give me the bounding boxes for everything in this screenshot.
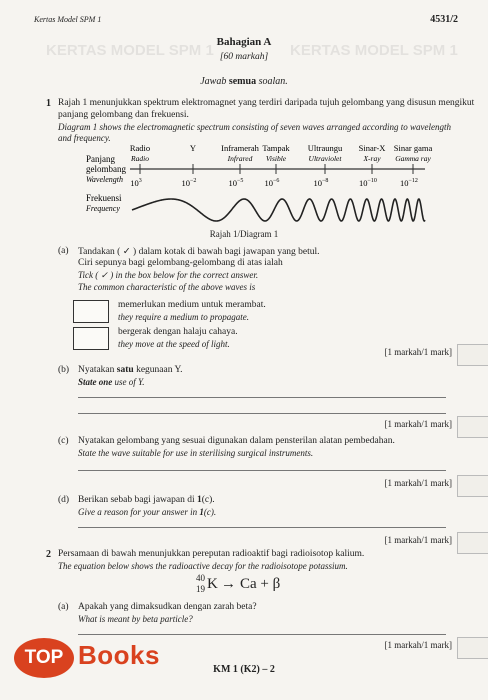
wave-name-en: Visible bbox=[265, 154, 287, 163]
em-spectrum-diagram bbox=[0, 140, 488, 235]
answer-line[interactable] bbox=[78, 470, 446, 471]
answer-line[interactable] bbox=[78, 527, 446, 528]
wave-name-en: X-ray bbox=[363, 154, 381, 163]
marks-label: [1 markah/1 mark] bbox=[384, 478, 452, 488]
marks-label: [1 markah/1 mark] bbox=[384, 640, 452, 650]
wave-name: Ultraungu bbox=[307, 143, 343, 153]
part-label: (d) bbox=[58, 495, 70, 505]
option-text: memerlukan medium untuk merambat. bbox=[118, 300, 266, 310]
topbooks-logo bbox=[14, 636, 194, 680]
part-a-text-en: The common characteristic of the above waves is bbox=[78, 282, 256, 292]
element-symbol: K bbox=[207, 576, 218, 592]
wave-name-en: Infrared bbox=[227, 154, 253, 163]
q2-part-a-text-en: What is meant by beta particle? bbox=[78, 614, 193, 624]
wave-name-en: Radio bbox=[131, 154, 149, 163]
section-marks: [60 markah] bbox=[219, 52, 269, 62]
part-b-text: Nyatakan satu kegunaan Y. bbox=[78, 365, 183, 375]
answer-line[interactable] bbox=[78, 413, 446, 414]
option-text-en: they require a medium to propagate. bbox=[118, 312, 249, 322]
wave-name: Sinar gama bbox=[393, 143, 433, 153]
wave-name: Y bbox=[189, 143, 197, 153]
wavelength-value: $10^{-5}$ bbox=[228, 178, 244, 188]
part-label: (c) bbox=[58, 436, 69, 446]
marks-label: [1 markah/1 mark] bbox=[384, 535, 452, 545]
wavelength-label-en: Wavelength bbox=[86, 175, 124, 184]
wave-name: Tampak bbox=[262, 143, 290, 153]
wave-name: Radio bbox=[129, 143, 151, 153]
wave-name-en: Gamma ray bbox=[395, 154, 431, 163]
question-stem: Persamaan di bawah menunjukkan pereputan radioaktif bagi radioisotop kalium. bbox=[58, 549, 365, 559]
watermark-text: KERTAS MODEL SPM 1 bbox=[290, 42, 458, 59]
answer-checkbox-medium[interactable] bbox=[73, 300, 109, 323]
arrow-icon: → bbox=[221, 576, 236, 592]
option-text-en: they move at the speed of light. bbox=[118, 339, 230, 349]
decay-equation bbox=[196, 573, 306, 603]
section-instruction: Jawab semua soalan. bbox=[200, 76, 288, 87]
q2-part-a-text: Apakah yang dimaksudkan dengan zarah beta? bbox=[78, 602, 257, 612]
question-stem-en: Diagram 1 shows the electromagnetic spectrum consisting of seven waves arranged according to wavelength bbox=[58, 122, 452, 132]
wave-curve bbox=[132, 199, 425, 221]
decay-products: Ca + β bbox=[240, 576, 281, 592]
part-d-text-en: Give a reason for your answer in 1(c). bbox=[78, 507, 217, 517]
wavelength-value: $10^{-8}$ bbox=[313, 178, 329, 188]
marks-label: [1 markah/1 mark] bbox=[384, 419, 452, 429]
score-box bbox=[457, 637, 488, 659]
wave-name: Inframerah bbox=[221, 143, 259, 153]
option-text: bergerak dengan halaju cahaya. bbox=[118, 327, 238, 337]
part-d-text: Berikan sebab bagi jawapan di 1(c). bbox=[78, 495, 215, 505]
wavelength-value: $10^3$ bbox=[130, 178, 142, 188]
part-c-text: Nyatakan gelombang yang sesuai digunakan dalam pensterilan alatan pembedahan. bbox=[78, 436, 395, 446]
paper-code: 4531/2 bbox=[430, 14, 458, 25]
diagram-caption: Rajah 1/Diagram 1 bbox=[209, 229, 279, 239]
part-a-text-en: Tick ( ✓ ) in the box below for the correct answer. bbox=[78, 270, 259, 280]
part-a-text: Tandakan ( ✓ ) dalam kotak di bawah bagi jawapan yang betul. bbox=[78, 247, 320, 257]
wavelength-value: $10^{-12}$ bbox=[400, 178, 418, 188]
watermark-text: KERTAS MODEL SPM 1 bbox=[46, 42, 214, 59]
score-box bbox=[457, 475, 488, 497]
part-c-text-en: State the wave suitable for use in sterilising surgical instruments. bbox=[78, 448, 314, 458]
question-number: 2 bbox=[46, 549, 51, 560]
frequency-label: Frekuensi bbox=[86, 193, 122, 203]
part-label: (a) bbox=[58, 602, 69, 612]
section-title: Bahagian A bbox=[216, 36, 272, 48]
part-label: (b) bbox=[58, 365, 70, 375]
logo-top: TOP bbox=[14, 638, 74, 678]
score-box bbox=[457, 344, 488, 366]
score-box bbox=[457, 416, 488, 438]
atomic-number: 19 bbox=[196, 584, 205, 594]
question-stem-en: The equation below shows the radioactive decay for the radioisotope potassium. bbox=[58, 561, 348, 571]
marks-label: [1 markah/1 mark] bbox=[384, 347, 452, 357]
question-stem: panjang gelombang dan frekuensi. bbox=[58, 110, 189, 120]
frequency-label-en: Frequency bbox=[86, 204, 120, 213]
part-a-text: Ciri sepunya bagi gelombang-gelombang di atas ialah bbox=[78, 258, 283, 268]
wave-name-en: Ultraviolet bbox=[308, 154, 342, 163]
wavelength-label: gelombang bbox=[86, 164, 126, 174]
part-b-text-en: State one use of Y. bbox=[78, 377, 145, 387]
wave-name: Sinar-X bbox=[358, 143, 386, 153]
wavelength-value: $10^{-6}$ bbox=[264, 178, 280, 188]
score-box bbox=[457, 532, 488, 554]
wavelength-value: $10^{-10}$ bbox=[359, 178, 377, 188]
page-footer: KM 1 (K2) – 2 bbox=[213, 664, 275, 675]
wavelength-value: $10^{-2}$ bbox=[181, 178, 197, 188]
question-number: 1 bbox=[46, 98, 51, 109]
mass-number: 40 bbox=[196, 573, 205, 583]
wavelength-label: Panjang bbox=[86, 154, 115, 164]
answer-line[interactable] bbox=[78, 397, 446, 398]
answer-checkbox-speed-of-light[interactable] bbox=[73, 327, 109, 350]
logo-books: Books bbox=[78, 640, 160, 670]
question-stem: Rajah 1 menunjukkan spektrum elektromagnet yang terdiri daripada tujuh gelombang yang disusun mengikut bbox=[58, 98, 475, 108]
part-label: (a) bbox=[58, 246, 69, 256]
question-stem-en: and frequency. bbox=[58, 133, 111, 143]
answer-line[interactable] bbox=[78, 634, 446, 635]
header-left: Kertas Model SPM 1 bbox=[34, 15, 102, 24]
